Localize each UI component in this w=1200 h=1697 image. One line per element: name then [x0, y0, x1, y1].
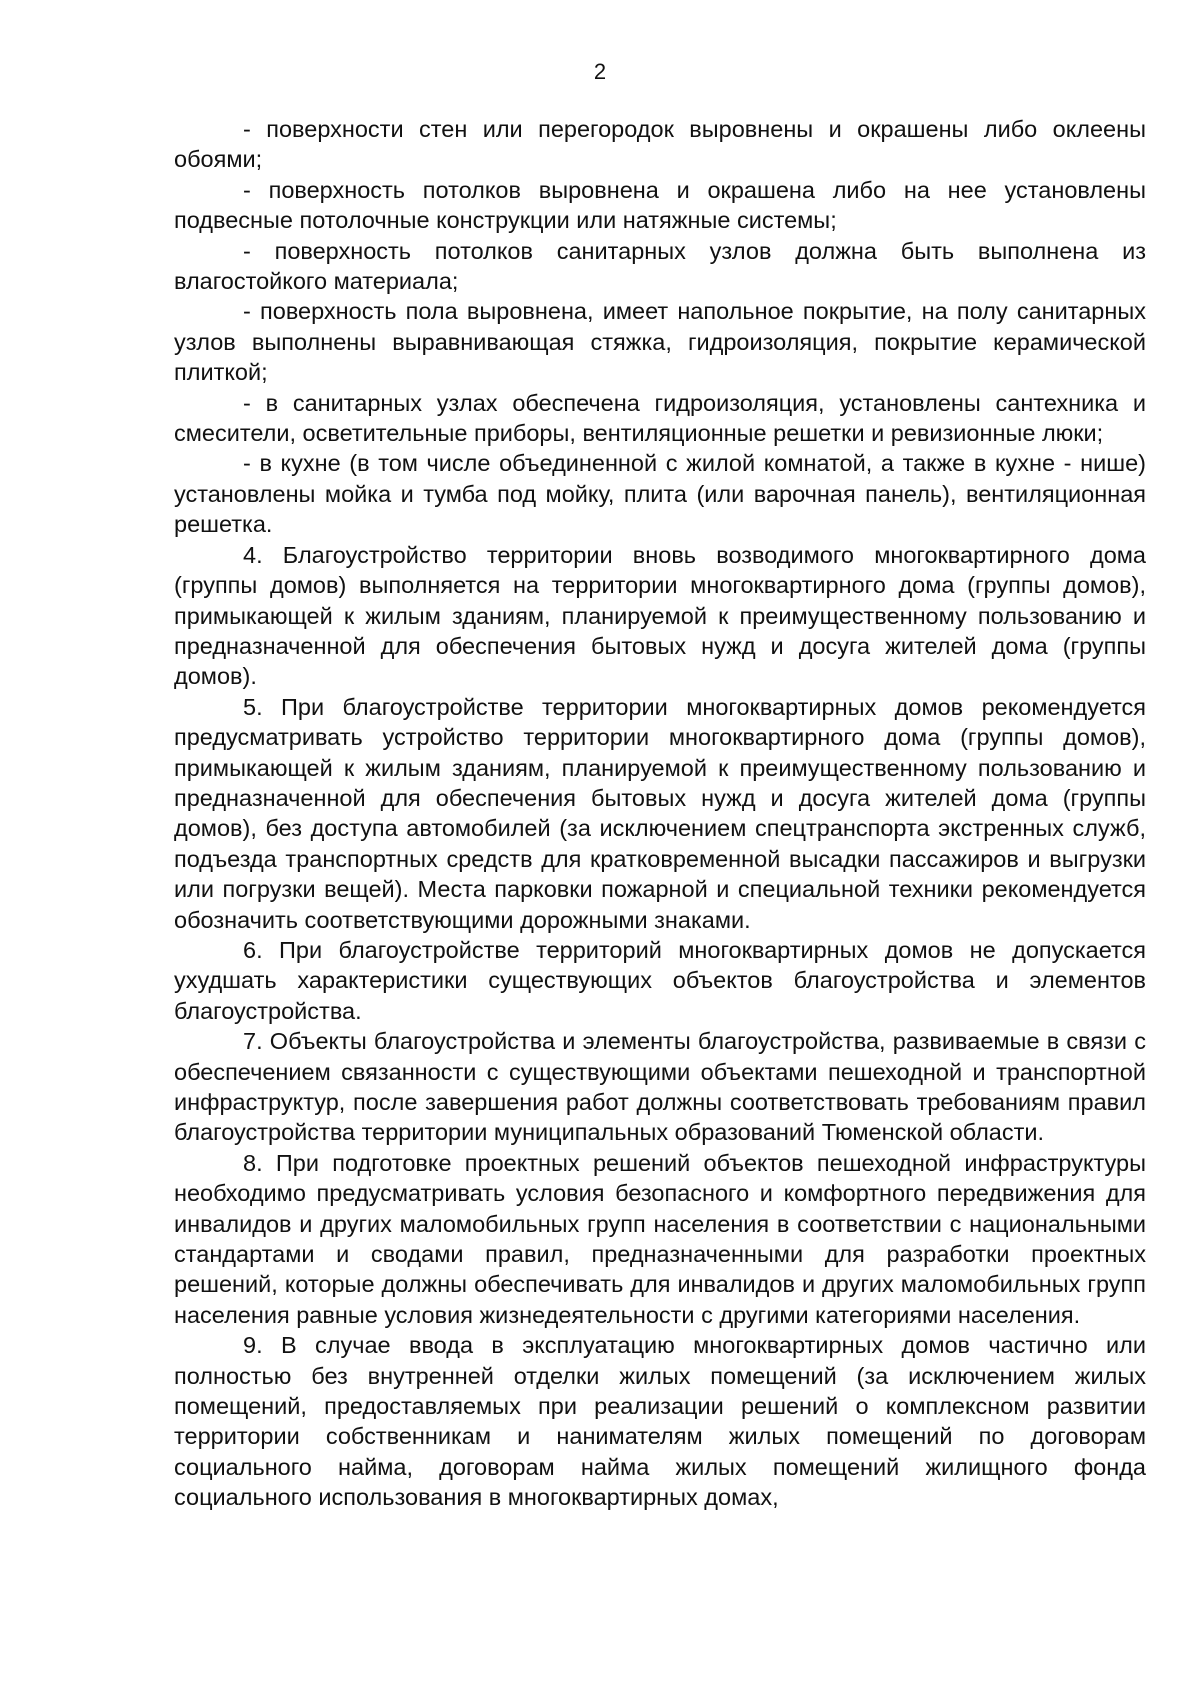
page-number: 2: [593, 59, 607, 84]
paragraph-walls: - поверхности стен или перегородок выровнены и окрашены либо оклеены обоями;: [174, 116, 1146, 173]
document-body: [174, 114, 1146, 1513]
paragraph-item-7: 7. Объекты благоустройства и элементы благоустройства, развиваемые в связи с обеспечением связанности с существующими объектами пешеходной и транспортной инфраструктур, после завершения работ должны соответствовать требованиям правил благоустройства территории муниципальных образований Тюменской области.: [174, 1028, 1146, 1146]
paragraph-item-8: 8. При подготовке проектных решений объектов пешеходной инфраструктуры необходимо предусматривать условия безопасного и комфортного передвижения для инвалидов и других маломобильных групп населения в соответствии с национальными стандартами и сводами правил, предназначенными для разработки проектных решений, которые должны обеспечивать для инвалидов и других маломобильных групп населения равные условия жизнедеятельности с другими категориями населения.: [174, 1149, 1146, 1328]
paragraph-kitchen: - в кухне (в том числе объединенной с жилой комнатой, а также в кухне - нише) установлены мойка и тумба под мойку, плита (или варочная панель), вентиляционная решетка.: [174, 450, 1146, 538]
paragraph-item-6: 6. При благоустройстве территорий многоквартирных домов не допускается ухудшать характеристики существующих объектов благоустройства и элементов благоустройства.: [174, 936, 1146, 1024]
paragraph-bathrooms: - в санитарных узлах обеспечена гидроизоляция, установлены сантехника и смесители, осветительные приборы, вентиляционные решетки и ревизионные люки;: [174, 389, 1146, 447]
paragraph-item-9: 9. В случае ввода в эксплуатацию многоквартирных домов частично или полностью без внутренней отделки жилых помещений (за исключением жилых помещений, предоставляемых при реализации решений о комплексном развитии территории собственникам и нанимателям жилых помещений по договорам социального найма, договорам найма жилых помещений жилищного фонда социального использования в многоквартирных домах,: [174, 1332, 1146, 1511]
paragraph-item-4: 4. Благоустройство территории вновь возводимого многоквартирного дома (группы домов) выполняется на территории многоквартирного дома (группы домов), примыкающей к жилым зданиям, планируемой к преимущественному пользованию и предназначенной для обеспечения бытовых нужд и досуга жителей дома (группы домов).: [174, 541, 1146, 690]
paragraph-item-5: 5. При благоустройстве территории многоквартирных домов рекомендуется предусматривать устройство территории многоквартирного дома (группы домов), примыкающей к жилым зданиям, планируемой к преимущественному пользованию и предназначенной для обеспечения бытовых нужд и досуга жителей дома (группы домов), без доступа автомобилей (за исключением спецтранспорта экстренных служб, подъезда транспортных средств для кратковременной высадки пассажиров и выгрузки или погрузки вещей). Места парковки пожарной и специальной техники рекомендуется обозначить соответствующими дорожными знаками.: [174, 693, 1146, 933]
paragraph-bathroom-ceilings: - поверхность потолков санитарных узлов должна быть выполнена из влагостойкого материала;: [174, 237, 1146, 295]
paragraph-ceilings: - поверхность потолков выровнена и окрашена либо на нее установлены подвесные потолочные конструкции или натяжные системы;: [174, 176, 1146, 234]
paragraph-floors: - поверхность пола выровнена, имеет напольное покрытие, на полу санитарных узлов выполнены выравнивающая стяжка, гидроизоляция, покрытие керамической плиткой;: [174, 298, 1146, 386]
